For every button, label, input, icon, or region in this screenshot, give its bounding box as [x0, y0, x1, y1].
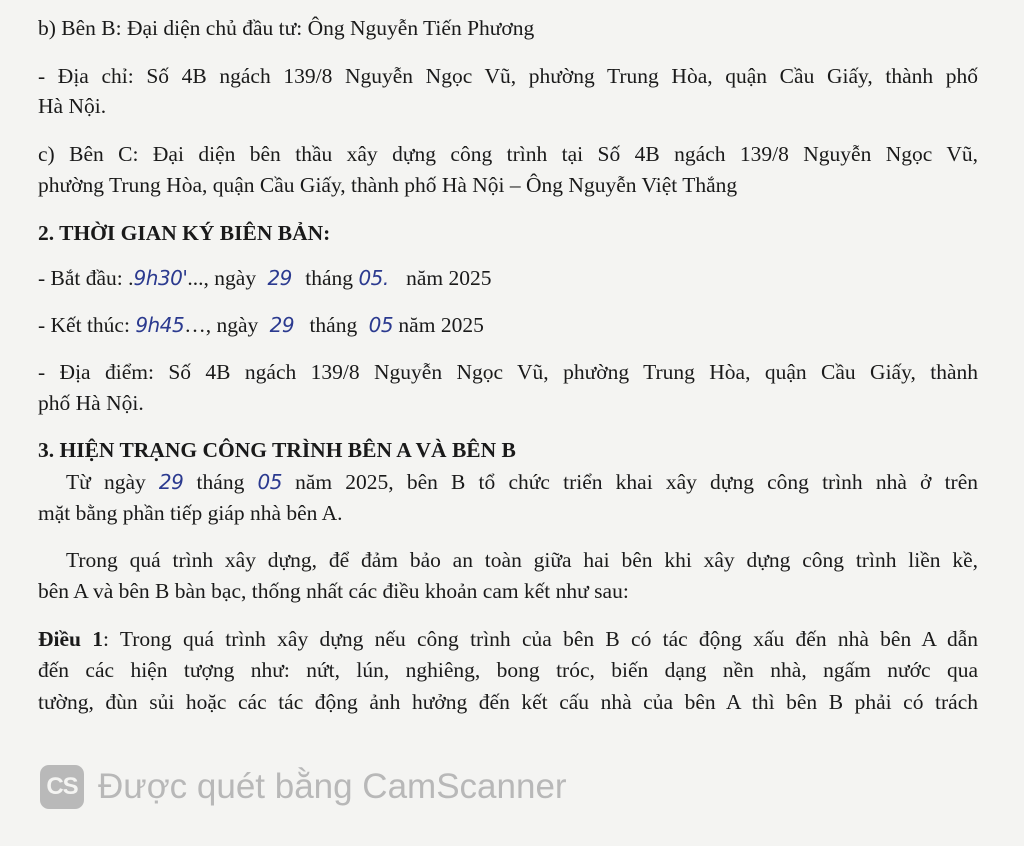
end-day-handwritten: 29	[269, 313, 295, 337]
party-b-address-line2: Hà Nội.	[38, 94, 107, 118]
end-sep1: …, ngày	[184, 313, 259, 337]
section2-heading: 2. THỜI GIAN KÝ BIÊN BẢN:	[38, 221, 331, 245]
end-month-handwritten: 05	[368, 313, 394, 337]
start-time-handwritten: 9h30'	[133, 266, 188, 290]
section3-p1-line1	[66, 469, 978, 495]
start-time-line	[38, 265, 978, 291]
party-c-line2: phường Trung Hòa, quận Cầu Giấy, thành phố Hà Nội – Ông Nguyễn Việt Thắng	[38, 173, 738, 197]
section3-p1-line2: mặt bằng phần tiếp giáp nhà bên A.	[38, 501, 343, 525]
end-label: - Kết thúc:	[38, 313, 130, 337]
start-sep1: ..., ngày	[187, 266, 257, 290]
start-month-handwritten: 05.	[358, 266, 389, 290]
end-time-line	[38, 312, 978, 338]
start-sep2: tháng	[305, 266, 354, 290]
party-b-address-line1: - Địa chỉ: Số 4B ngách 139/8 Nguyễn Ngọc Vũ, phường Trung Hòa, quận Cầu Giấy, thành phố	[38, 64, 978, 88]
section3-p2-line1: Trong quá trình xây dựng, để đảm bảo an toàn giữa hai bên khi xây dựng công trình liền kề,	[66, 548, 978, 572]
start-day-handwritten: 29	[267, 266, 292, 290]
p1-post: năm 2025, bên B tổ chức triển khai xây dựng công trình nhà ở trên	[295, 470, 979, 494]
place-line2: phố Hà Nội.	[38, 391, 144, 415]
p1-pre: Từ ngày	[66, 470, 146, 494]
watermark-text: Được quét bằng CamScanner	[98, 767, 567, 806]
article1-line1	[38, 626, 978, 652]
article1-line2: đến các hiện tượng như: nứt, lún, nghiêng, bong tróc, biến dạng nền nhà, ngấm nước qua	[38, 658, 978, 682]
section3-heading: 3. HIỆN TRẠNG CÔNG TRÌNH BÊN A VÀ BÊN B	[38, 438, 516, 462]
camscanner-icon: CS	[40, 765, 84, 809]
end-year: năm 2025	[398, 313, 484, 337]
p1-mid: tháng	[196, 470, 245, 494]
p1-month-handwritten: 05	[257, 470, 282, 494]
article1-text1: : Trong quá trình xây dựng nếu công trình của bên B có tác động xấu đến nhà bên A dẫn	[103, 627, 978, 651]
article1-line3: tường, đùn sủi hoặc các tác động ảnh hưởng đến kết cấu nhà của bên A thì bên B phải có trách	[38, 690, 978, 714]
article1-label: Điều 1	[38, 627, 104, 651]
party-c-line1: c) Bên C: Đại diện bên thầu xây dựng công trình tại Số 4B ngách 139/8 Nguyễn Ngọc Vũ,	[38, 142, 978, 166]
start-label: - Bắt đầu: .	[38, 266, 134, 290]
section3-p2-line2: bên A và bên B bàn bạc, thống nhất các điều khoản cam kết như sau:	[38, 579, 629, 603]
camscanner-watermark	[40, 762, 567, 812]
party-b-line: b) Bên B: Đại diện chủ đầu tư: Ông Nguyễn Tiến Phương	[38, 16, 535, 40]
place-line1: - Địa điểm: Số 4B ngách 139/8 Nguyễn Ngọc Vũ, phường Trung Hòa, quận Cầu Giấy, thành	[38, 360, 978, 384]
p1-day-handwritten: 29	[158, 470, 184, 494]
start-year: năm 2025	[406, 266, 492, 290]
end-sep2: tháng	[309, 313, 358, 337]
end-time-handwritten: 9h45	[135, 313, 185, 337]
